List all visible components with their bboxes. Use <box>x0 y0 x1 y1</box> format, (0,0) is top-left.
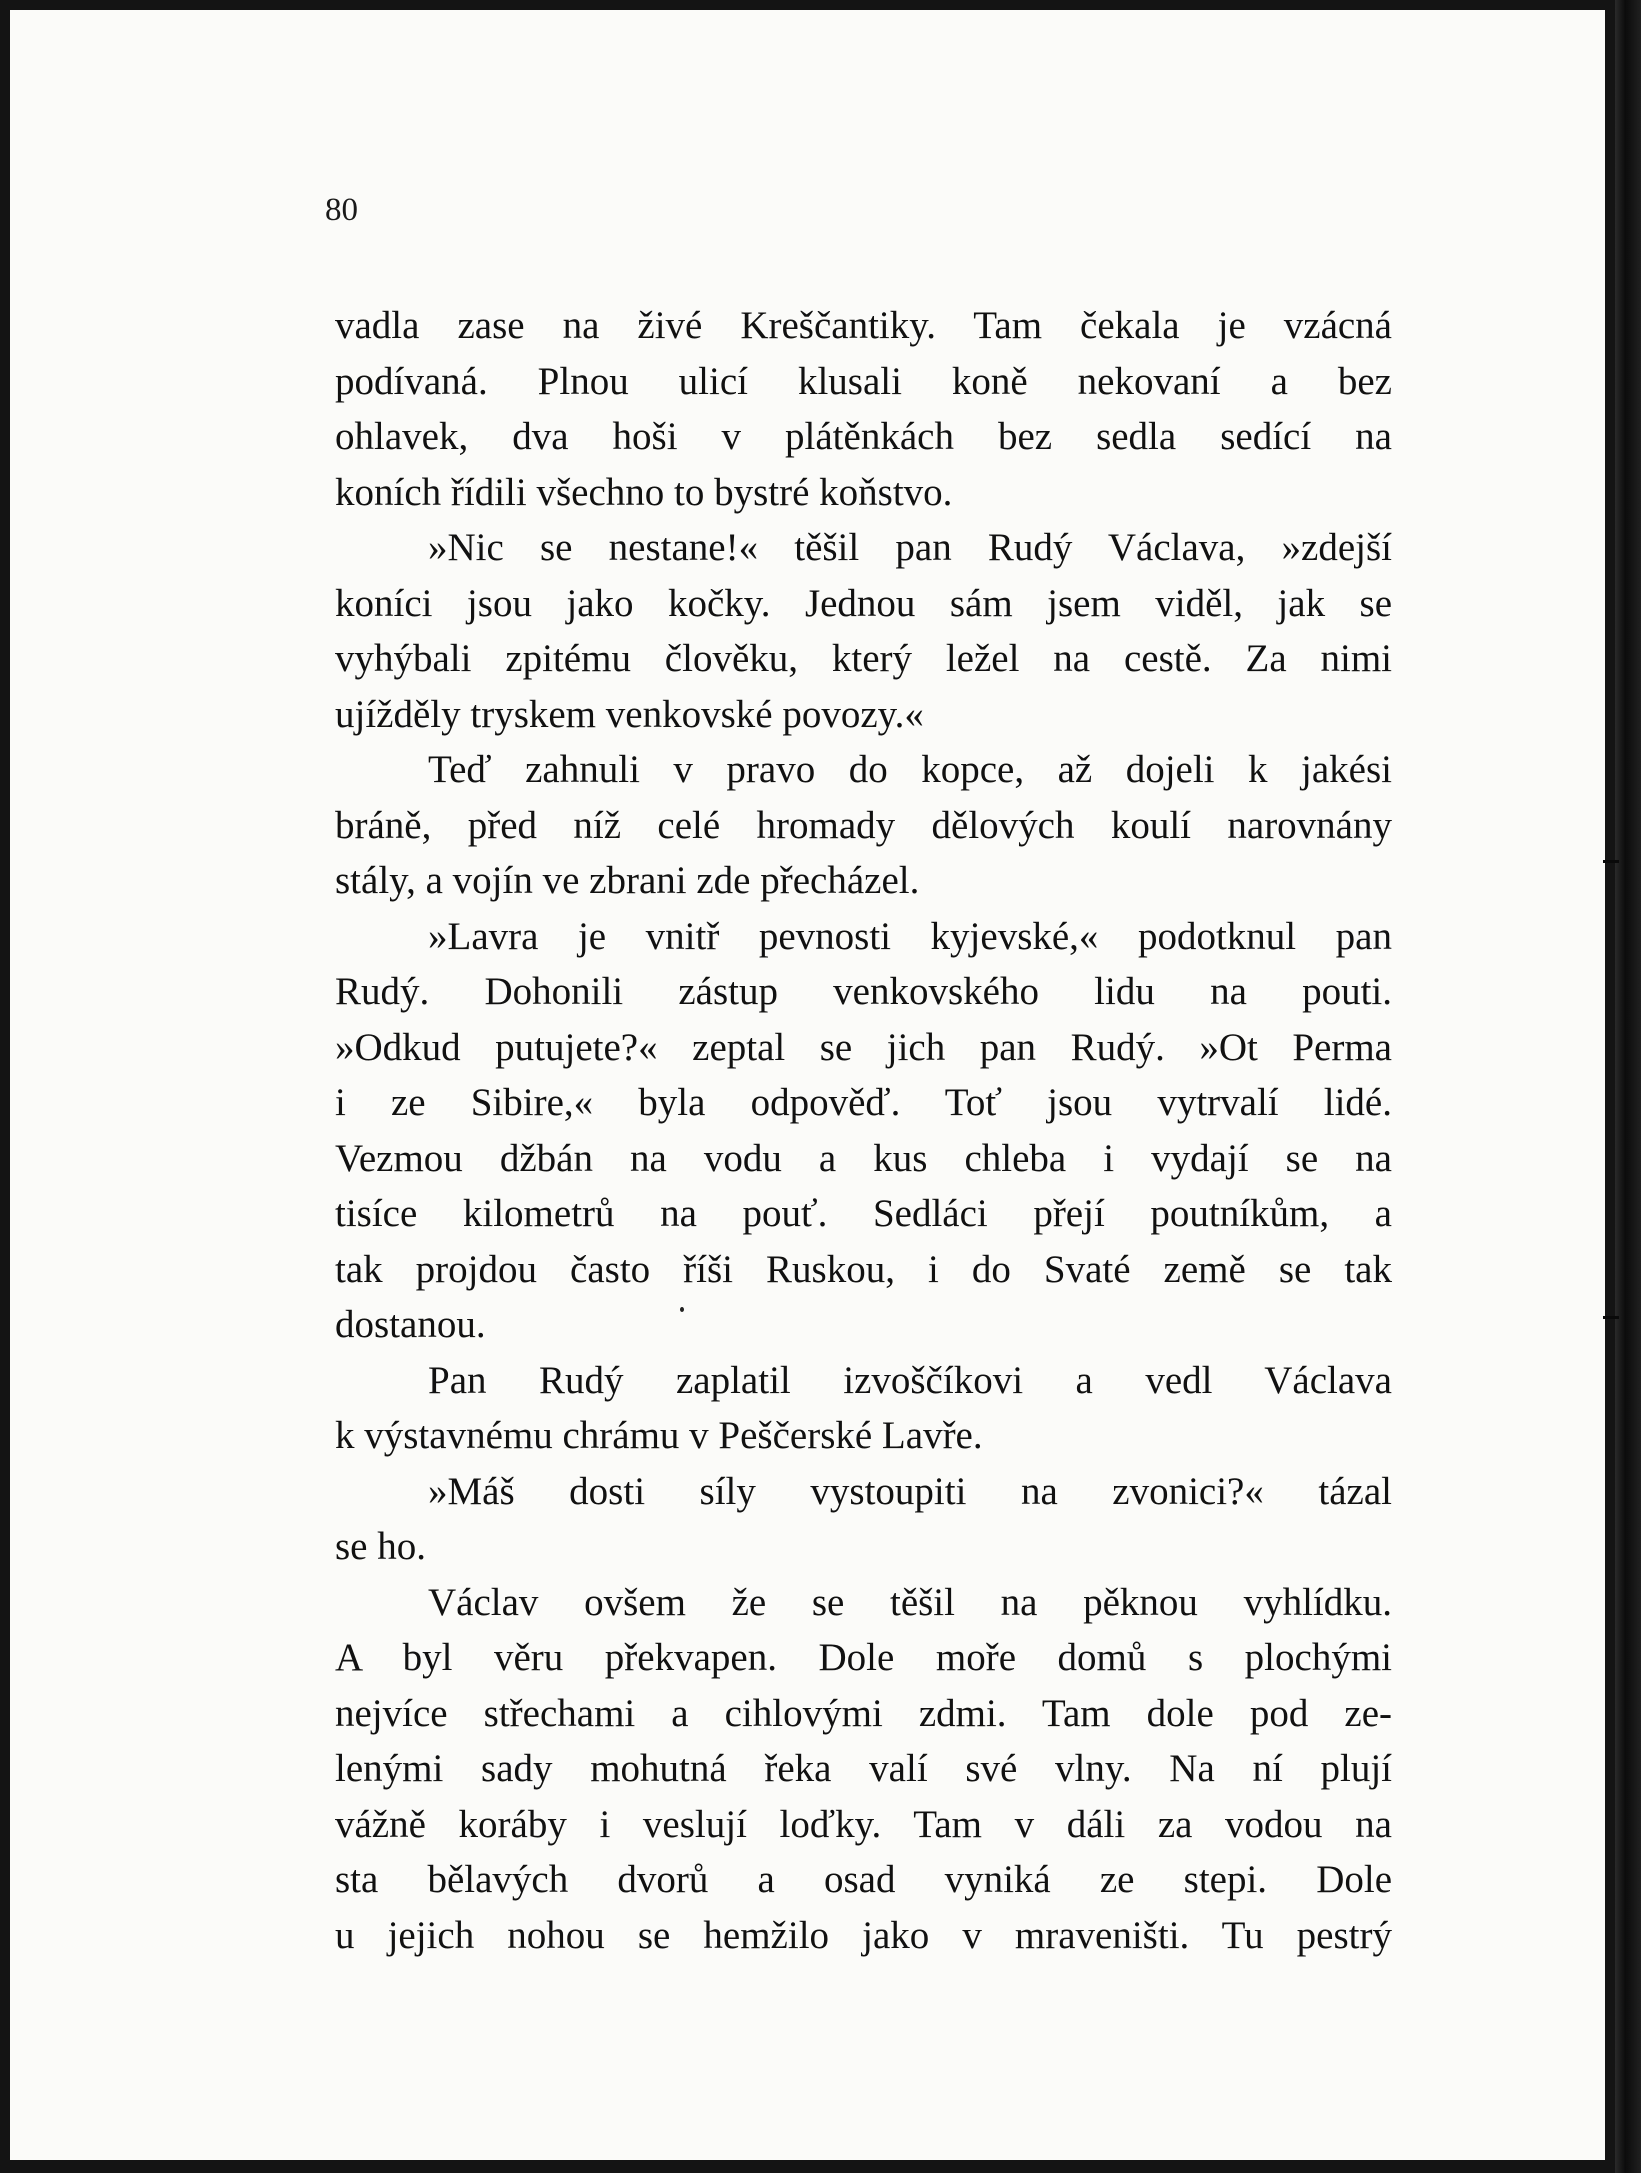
text-line: dostanou. <box>335 1303 486 1346</box>
text-line: u jejich nohou se hemžilo jako v mraveništi. Tu pestrý <box>335 1913 1392 1957</box>
text-line: vadla zase na živé Kreščantiky. Tam čekala je vzácná <box>335 304 1392 347</box>
text-line: ohlavek, dva hoši v plátěnkách bez sedla sedící na <box>335 415 1392 458</box>
scan-edge <box>1615 0 1641 2173</box>
text-line: bráně, před níž celé hromady dělových koulí narovnány <box>335 803 1392 847</box>
page-number: 80 <box>325 192 358 228</box>
print-speck <box>680 1307 684 1312</box>
text-line: vyhýbali zpitému člověku, který ležel na cestě. Za nimi <box>335 637 1392 680</box>
text-line: vážně koráby i veslují loďky. Tam v dáli za vodou na <box>335 1802 1392 1846</box>
text-line: tisíce kilometrů na pouť. Sedláci přejí poutníkům, a <box>335 1192 1392 1235</box>
text-line: Teď zahnuli v pravo do kopce, až dojeli k jakési <box>428 748 1392 791</box>
text-line: Rudý. Dohonili zástup venkovského lidu na pouti. <box>335 970 1392 1013</box>
text-line: se ho. <box>335 1525 426 1568</box>
text-line: koníci jsou jako kočky. Jednou sám jsem viděl, jak se <box>335 581 1392 625</box>
text-line: Pan Rudý zaplatil izvoščíkovi a vedl Václava <box>428 1358 1392 1402</box>
text-line: stály, a vojín ve zbrani zde přecházel. <box>335 859 920 902</box>
text-line: podívaná. Plnou ulicí klusali koně nekovaní a bez <box>335 359 1392 403</box>
text-line: A byl věru překvapen. Dole moře domů s plochými <box>335 1636 1392 1679</box>
book-page <box>10 10 1605 2160</box>
body-text <box>335 298 1392 1963</box>
text-line: ujížděly tryskem venkovské povozy.« <box>335 692 924 736</box>
text-line: k výstavnému chrámu v Peščerské Lavře. <box>335 1414 983 1457</box>
text-line: tak projdou často říši Ruskou, i do Svaté země se tak <box>335 1247 1392 1291</box>
edge-mark <box>1603 860 1619 863</box>
text-line: »Odkud putujete?« zeptal se jich pan Rudý. »Ot Perma <box>335 1025 1392 1069</box>
text-line: »Máš dosti síly vystoupiti na zvonici?« tázal <box>428 1469 1392 1513</box>
text-line: i ze Sibire,« byla odpověď. Toť jsou vytrvalí lidé. <box>335 1081 1392 1124</box>
text-line: nejvíce střechami a cihlovými zdmi. Tam dole pod ze- <box>335 1691 1392 1735</box>
edge-mark <box>1603 1316 1619 1319</box>
text-line: »Lavra je vnitř pevnosti kyjevské,« podotknul pan <box>428 914 1392 958</box>
text-line: Václav ovšem že se těšil na pěknou vyhlídku. <box>428 1580 1392 1624</box>
text-line: lenými sady mohutná řeka valí své vlny. Na ní plují <box>335 1747 1392 1790</box>
text-line: »Nic se nestane!« těšil pan Rudý Václava, »zdejší <box>428 526 1392 569</box>
text-line: koních řídili všechno to bystré koňstvo. <box>335 470 953 514</box>
text-line: Vezmou džbán na vodu a kus chleba i vydají se na <box>335 1136 1392 1180</box>
text-line: sta bělavých dvorů a osad vyniká ze stepi. Dole <box>335 1858 1392 1901</box>
